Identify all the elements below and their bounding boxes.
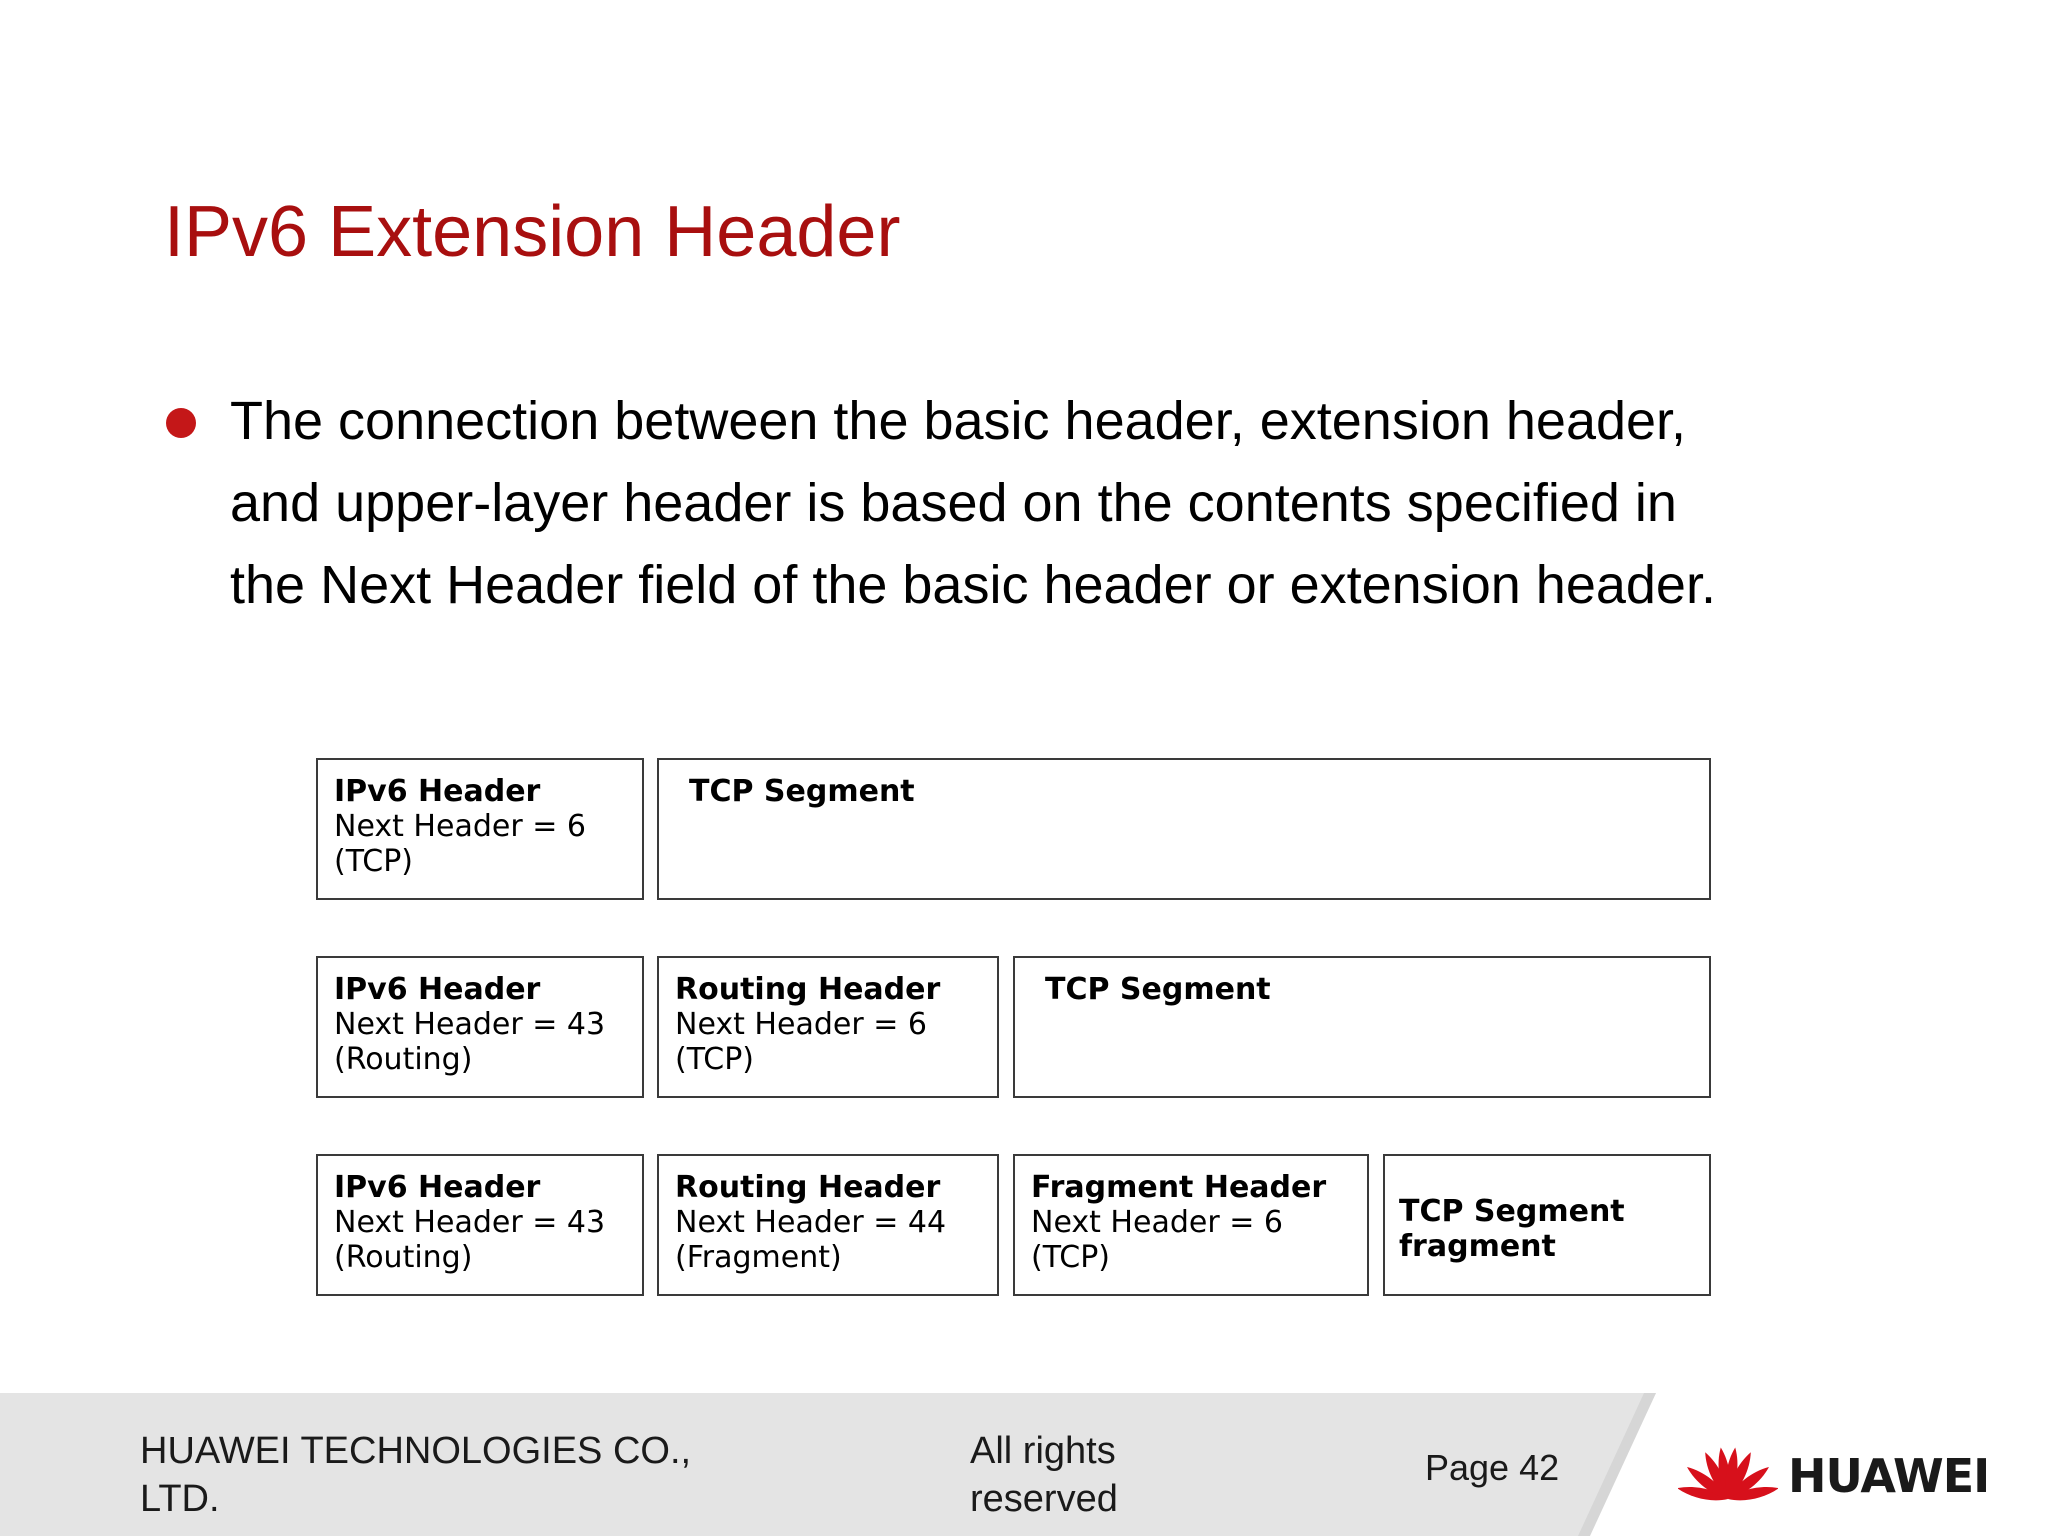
box-next-header: Next Header = 6 <box>675 1007 927 1042</box>
box-title: IPv6 Header <box>334 1170 541 1205</box>
box-next-header: Next Header = 6 <box>1031 1205 1283 1240</box>
box-protocol: (TCP) <box>1031 1240 1111 1275</box>
box-title: Routing Header <box>675 1170 941 1205</box>
row3-fragment-header-box <box>1013 1154 1369 1296</box>
box-next-header: Next Header = 43 <box>334 1007 606 1042</box>
box-protocol: (Fragment) <box>675 1240 842 1275</box>
row3-tcp-segment-fragment-box <box>1383 1154 1711 1296</box>
row3-routing-header-box <box>657 1154 999 1296</box>
row2-tcp-segment-box <box>1013 956 1711 1098</box>
row2-routing-header-box <box>657 956 999 1098</box>
slide-footer <box>0 1393 2048 1536</box>
huawei-logo <box>1678 1431 1998 1511</box>
page-number: Page 42 <box>1425 1447 1560 1488</box>
box-protocol: (Routing) <box>334 1240 473 1275</box>
box-title: Fragment Header <box>1031 1170 1327 1205</box>
box-protocol: (Routing) <box>334 1042 473 1077</box>
box-protocol: (TCP) <box>334 844 414 879</box>
footer-rights: All rights reserved <box>970 1430 1118 1520</box>
bullet-text: The connection between the basic header, extension header, and upper-layer header is based on the contents specified in the Next Header field of the basic header or extension header. <box>230 391 1716 615</box>
row2-ipv6-header-box <box>316 956 644 1098</box>
box-next-header: Next Header = 6 <box>334 809 586 844</box>
box-protocol: (TCP) <box>675 1042 755 1077</box>
huawei-flower-icon <box>1678 1431 1778 1511</box>
footer-company: HUAWEI TECHNOLOGIES CO., LTD. <box>140 1430 692 1520</box>
box-title: TCP Segment <box>1045 972 1271 1007</box>
row1-ipv6-header-box <box>316 758 644 900</box>
slide-title: IPv6 Extension Header <box>164 192 901 272</box>
box-title: Routing Header <box>675 972 941 1007</box>
bullet-dot-icon <box>166 408 196 438</box>
box-title: TCP Segment <box>689 774 915 809</box>
row3-ipv6-header-box <box>316 1154 644 1296</box>
box-title: IPv6 Header <box>334 774 541 809</box>
box-title: IPv6 Header <box>334 972 541 1007</box>
row1-tcp-segment-box <box>657 758 1711 900</box>
box-next-header: Next Header = 44 <box>675 1205 947 1240</box>
logo-wordmark: HUAWEI <box>1788 1449 1990 1503</box>
box-title: TCP Segment fragment <box>1399 1194 1625 1264</box>
box-next-header: Next Header = 43 <box>334 1205 606 1240</box>
